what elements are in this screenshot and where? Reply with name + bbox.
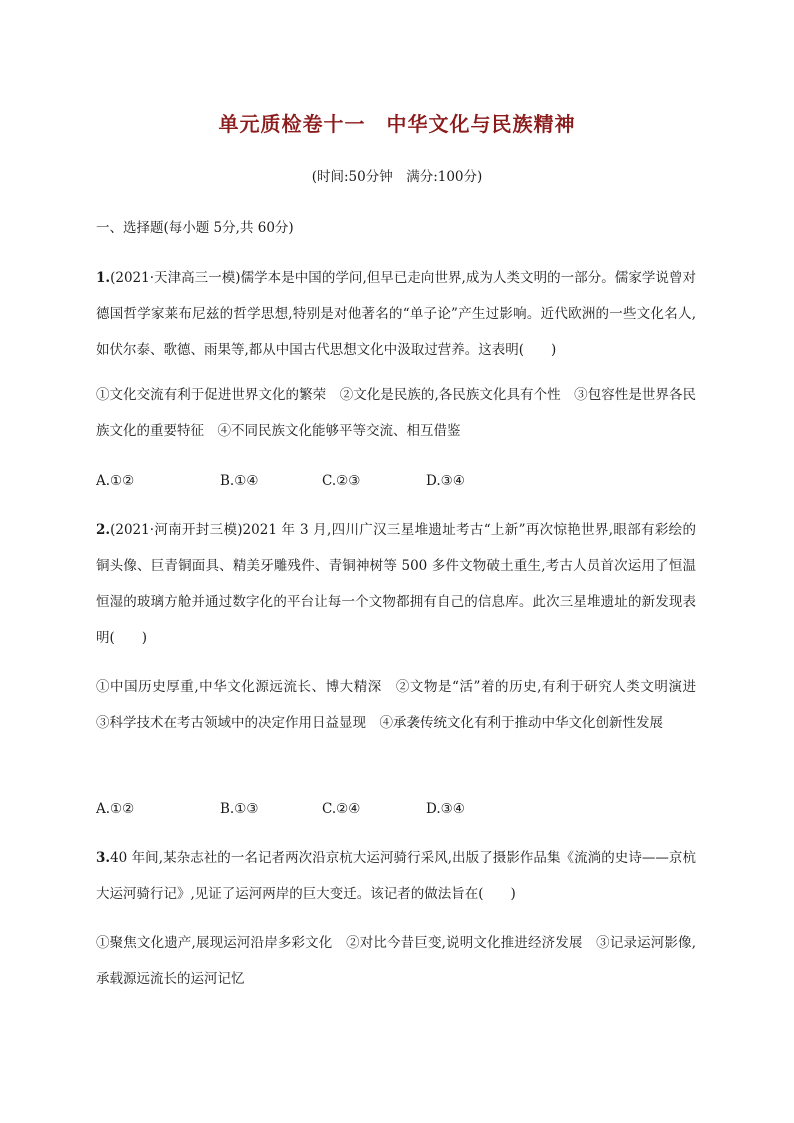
choice-c[interactable]: C.②④ [322, 801, 361, 817]
choice-d[interactable]: D.③④ [426, 801, 465, 817]
question-number: 2. [96, 522, 111, 538]
exam-subtitle: (时间:50分钟 满分:100分) [311, 169, 483, 185]
choice-b[interactable]: B.①④ [220, 473, 259, 489]
question-text: (2021·天津高三一模)儒学本是中国的学问,但早已走向世界,成为人类文明的一部分。儒家学说曾对德国哲学家莱布尼兹的哲学思想,特别是对他著名的“单子论”产生过影响。近代欧洲的一些文化名人,如伏尔泰、歌德、雨果等,都从中国古代思想文化中汲取过营养。这表明( ) [96, 270, 696, 358]
question-text: (2021·河南开封三模)2021 年 3 月,四川广汉三星堆遗址考古“上新”再次惊艳世界,眼部有彩绘的铜头像、巨青铜面具、精美牙雕残件、青铜神树等 500 多件文物破土重生,考古人员首次运用了恒温恒湿的玻璃方舱并通过数字化的平台让每一个文物都拥有自己的信息库。此次三星堆遗址的新发现表明( ) [96, 522, 696, 646]
choice-c[interactable]: C.②③ [322, 473, 361, 489]
question-text: 40 年间,某杂志社的一名记者两次沿京杭大运河骑行采风,出版了摄影作品集《流淌的史诗——京杭大运河骑行记》,见证了运河两岸的巨大变迁。该记者的做法旨在( ) [96, 850, 696, 902]
question-2-statements: ①中国历史厚重,中华文化源远流长、博大精深 ②文物是“活”着的历史,有利于研究人类文明演进 ③科学技术在考古领域中的决定作用日益显现 ④承袭传统文化有利于推动中华文化创新性发展 [96, 679, 710, 731]
choice-a[interactable]: A.①② [96, 473, 135, 489]
choice-b[interactable]: B.①③ [220, 801, 259, 817]
question-1-statements: ①文化交流有利于促进世界文化的繁荣 ②文化是民族的,各民族文化具有个性 ③包容性是世界各民族文化的重要特征 ④不同民族文化能够平等交流、相互借鉴 [96, 387, 696, 439]
exam-title: 单元质检卷十一 中华文化与民族精神 [218, 112, 576, 136]
choice-a[interactable]: A.①② [96, 801, 135, 817]
question-number: 3. [96, 850, 111, 866]
question-2 [96, 512, 696, 656]
question-3 [96, 840, 696, 912]
choice-d[interactable]: D.③④ [426, 473, 465, 489]
section-heading: 一、选择题(每小题 5分,共 60分) [96, 220, 294, 236]
question-3-statements: ①聚焦文化遗产,展现运河沿岸多彩文化 ②对比今昔巨变,说明文化推进经济发展 ③记录运河影像,承载源远流长的运河记忆 [96, 935, 696, 987]
question-1 [96, 260, 696, 368]
question-number: 1. [96, 270, 111, 286]
